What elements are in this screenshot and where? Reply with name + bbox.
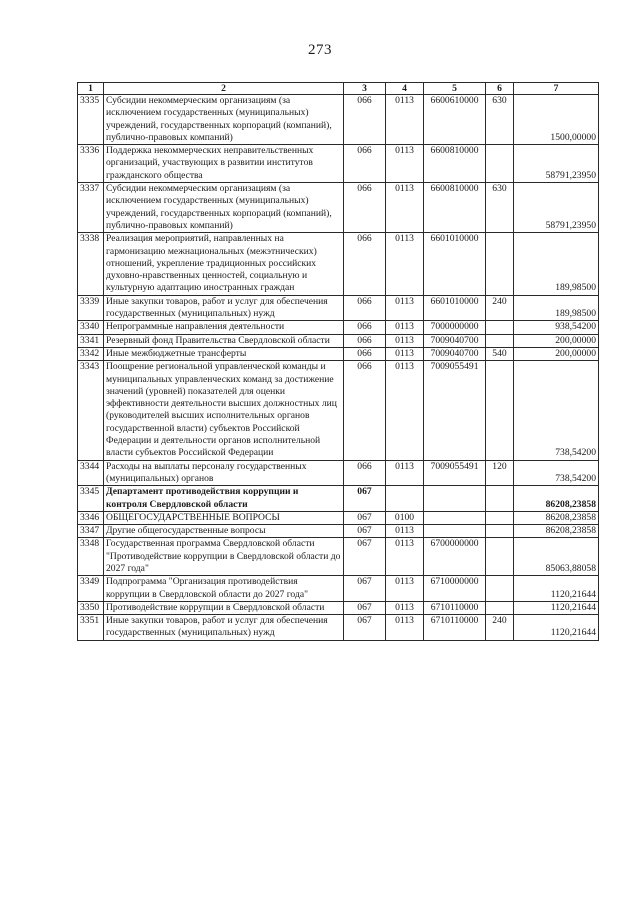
row-expense-type bbox=[486, 538, 514, 576]
row-target-code: 6600810000 bbox=[424, 183, 486, 233]
row-section-code bbox=[386, 486, 424, 512]
table-row bbox=[78, 525, 599, 538]
row-number: 3346 bbox=[78, 511, 104, 524]
row-amount: 1120,21644 bbox=[514, 601, 599, 614]
row-number: 3343 bbox=[78, 361, 104, 460]
column-header: 4 bbox=[386, 83, 424, 95]
row-section-code: 0113 bbox=[386, 525, 424, 538]
row-ministry-code: 067 bbox=[344, 538, 386, 576]
row-ministry-code: 066 bbox=[344, 233, 386, 295]
row-section-code: 0113 bbox=[386, 145, 424, 183]
row-number: 3338 bbox=[78, 233, 104, 295]
row-expense-type: 240 bbox=[486, 615, 514, 641]
row-expense-type: 540 bbox=[486, 347, 514, 360]
row-amount: 200,00000 bbox=[514, 347, 599, 360]
row-target-code bbox=[424, 486, 486, 512]
row-target-code: 7000000000 bbox=[424, 321, 486, 334]
row-ministry-code: 066 bbox=[344, 145, 386, 183]
row-ministry-code: 067 bbox=[344, 486, 386, 512]
row-number: 3339 bbox=[78, 295, 104, 321]
row-number: 3349 bbox=[78, 576, 104, 602]
row-amount: 1120,21644 bbox=[514, 576, 599, 602]
row-target-code: 6710000000 bbox=[424, 576, 486, 602]
row-amount: 86208,23858 bbox=[514, 511, 599, 524]
row-ministry-code: 066 bbox=[344, 321, 386, 334]
row-amount: 86208,23858 bbox=[514, 525, 599, 538]
row-ministry-code: 066 bbox=[344, 183, 386, 233]
row-section-code: 0113 bbox=[386, 334, 424, 347]
row-name: Расходы на выплаты персоналу государственных (муниципальных) органов bbox=[104, 460, 344, 486]
row-amount: 938,54200 bbox=[514, 321, 599, 334]
row-name: Поощрение региональной управленческой команды и муниципальных управленческих команд за достижение значений (уровней) показателей для оценки эффективности деятельности высших должностных лиц (руководителей высших исполнительных органов государственной власти) субъектов Российской Федерации и деятельности органов исполнительной власти субъектов Российской Федерации bbox=[104, 361, 344, 460]
row-expense-type bbox=[486, 361, 514, 460]
row-target-code: 7009040700 bbox=[424, 347, 486, 360]
row-ministry-code: 067 bbox=[344, 525, 386, 538]
row-amount: 58791,23950 bbox=[514, 145, 599, 183]
row-number: 3340 bbox=[78, 321, 104, 334]
row-expense-type bbox=[486, 321, 514, 334]
row-section-code: 0113 bbox=[386, 538, 424, 576]
row-expense-type: 630 bbox=[486, 183, 514, 233]
table-row bbox=[78, 576, 599, 602]
budget-table bbox=[77, 82, 599, 641]
row-section-code: 0113 bbox=[386, 601, 424, 614]
row-expense-type bbox=[486, 486, 514, 512]
table-row bbox=[78, 486, 599, 512]
row-section-code: 0113 bbox=[386, 576, 424, 602]
row-ministry-code: 067 bbox=[344, 576, 386, 602]
table-row bbox=[78, 361, 599, 460]
table-row bbox=[78, 233, 599, 295]
row-amount: 58791,23950 bbox=[514, 183, 599, 233]
table-row bbox=[78, 538, 599, 576]
row-section-code: 0113 bbox=[386, 233, 424, 295]
row-target-code: 6601010000 bbox=[424, 295, 486, 321]
table-row bbox=[78, 601, 599, 614]
row-name: Государственная программа Свердловской области "Противодействие коррупции в Свердловской области до 2027 года" bbox=[104, 538, 344, 576]
row-number: 3341 bbox=[78, 334, 104, 347]
column-header: 3 bbox=[344, 83, 386, 95]
row-amount: 1120,21644 bbox=[514, 615, 599, 641]
row-name: Субсидии некоммерческим организациям (за исключением государственных (муниципальных) учреждений, государственных корпораций (компаний), публично-правовых компаний) bbox=[104, 95, 344, 145]
row-number: 3335 bbox=[78, 95, 104, 145]
row-ministry-code: 067 bbox=[344, 601, 386, 614]
row-ministry-code: 066 bbox=[344, 95, 386, 145]
row-amount: 189,98500 bbox=[514, 295, 599, 321]
row-amount: 86208,23858 bbox=[514, 486, 599, 512]
row-section-code: 0113 bbox=[386, 361, 424, 460]
row-number: 3337 bbox=[78, 183, 104, 233]
row-target-code: 7009040700 bbox=[424, 334, 486, 347]
row-target-code bbox=[424, 511, 486, 524]
row-amount: 738,54200 bbox=[514, 361, 599, 460]
row-expense-type bbox=[486, 601, 514, 614]
column-header: 7 bbox=[514, 83, 599, 95]
row-number: 3345 bbox=[78, 486, 104, 512]
row-section-code: 0113 bbox=[386, 183, 424, 233]
row-section-code: 0113 bbox=[386, 615, 424, 641]
row-section-code: 0113 bbox=[386, 295, 424, 321]
column-header: 5 bbox=[424, 83, 486, 95]
row-name: Противодействие коррупции в Свердловской области bbox=[104, 601, 344, 614]
table-row bbox=[78, 321, 599, 334]
row-name: Иные закупки товаров, работ и услуг для обеспечения государственных (муниципальных) нужд bbox=[104, 295, 344, 321]
row-name: Иные закупки товаров, работ и услуг для обеспечения государственных (муниципальных) нужд bbox=[104, 615, 344, 641]
table-row bbox=[78, 334, 599, 347]
table-row bbox=[78, 511, 599, 524]
row-target-code: 7009055491 bbox=[424, 361, 486, 460]
row-name: Подпрограмма "Организация противодействия коррупции в Свердловской области до 2027 года" bbox=[104, 576, 344, 602]
row-ministry-code: 066 bbox=[344, 460, 386, 486]
row-target-code: 7009055491 bbox=[424, 460, 486, 486]
row-expense-type bbox=[486, 525, 514, 538]
row-section-code: 0113 bbox=[386, 347, 424, 360]
row-number: 3350 bbox=[78, 601, 104, 614]
row-expense-type bbox=[486, 511, 514, 524]
column-header: 2 bbox=[104, 83, 344, 95]
row-name: ОБЩЕГОСУДАРСТВЕННЫЕ ВОПРОСЫ bbox=[104, 511, 344, 524]
row-amount: 85063,88058 bbox=[514, 538, 599, 576]
table-row bbox=[78, 460, 599, 486]
row-name: Резервный фонд Правительства Свердловской области bbox=[104, 334, 344, 347]
row-ministry-code: 067 bbox=[344, 511, 386, 524]
row-expense-type bbox=[486, 145, 514, 183]
row-section-code: 0113 bbox=[386, 460, 424, 486]
row-ministry-code: 066 bbox=[344, 334, 386, 347]
row-name: Иные межбюджетные трансферты bbox=[104, 347, 344, 360]
row-target-code bbox=[424, 525, 486, 538]
row-amount: 189,98500 bbox=[514, 233, 599, 295]
row-ministry-code: 066 bbox=[344, 295, 386, 321]
row-number: 3351 bbox=[78, 615, 104, 641]
row-target-code: 6600610000 bbox=[424, 95, 486, 145]
table-row bbox=[78, 615, 599, 641]
row-number: 3344 bbox=[78, 460, 104, 486]
row-name: Непрограммные направления деятельности bbox=[104, 321, 344, 334]
row-expense-type bbox=[486, 334, 514, 347]
row-ministry-code: 066 bbox=[344, 347, 386, 360]
table-row bbox=[78, 183, 599, 233]
table-row bbox=[78, 295, 599, 321]
row-target-code: 6600810000 bbox=[424, 145, 486, 183]
table-row bbox=[78, 95, 599, 145]
row-target-code: 6601010000 bbox=[424, 233, 486, 295]
table-header-row bbox=[78, 83, 599, 95]
row-name: Другие общегосударственные вопросы bbox=[104, 525, 344, 538]
row-target-code: 6710110000 bbox=[424, 601, 486, 614]
page-number: 273 bbox=[308, 42, 332, 58]
row-expense-type: 240 bbox=[486, 295, 514, 321]
row-section-code: 0113 bbox=[386, 321, 424, 334]
column-header: 6 bbox=[486, 83, 514, 95]
row-name: Субсидии некоммерческим организациям (за исключением государственных (муниципальных) учреждений, государственных корпораций (компаний), публично-правовых компаний) bbox=[104, 183, 344, 233]
row-amount: 200,00000 bbox=[514, 334, 599, 347]
row-section-code: 0100 bbox=[386, 511, 424, 524]
row-target-code: 6710110000 bbox=[424, 615, 486, 641]
row-ministry-code: 067 bbox=[344, 615, 386, 641]
row-amount: 1500,00000 bbox=[514, 95, 599, 145]
row-number: 3347 bbox=[78, 525, 104, 538]
row-amount: 738,54200 bbox=[514, 460, 599, 486]
row-expense-type: 120 bbox=[486, 460, 514, 486]
row-number: 3348 bbox=[78, 538, 104, 576]
row-expense-type bbox=[486, 576, 514, 602]
table-row bbox=[78, 347, 599, 360]
row-number: 3342 bbox=[78, 347, 104, 360]
column-header: 1 bbox=[78, 83, 104, 95]
row-name: Поддержка некоммерческих неправительственных организаций, участвующих в развитии институтов гражданского общества bbox=[104, 145, 344, 183]
row-expense-type: 630 bbox=[486, 95, 514, 145]
row-ministry-code: 066 bbox=[344, 361, 386, 460]
row-name: Департамент противодействия коррупции и контроля Свердловской области bbox=[104, 486, 344, 512]
row-number: 3336 bbox=[78, 145, 104, 183]
row-name: Реализация мероприятий, направленных на гармонизацию межнациональных (межэтнических) отношений, укрепление традиционных российских духовно-нравственных ценностей, социальную и культурную адаптацию иностранных граждан bbox=[104, 233, 344, 295]
row-expense-type bbox=[486, 233, 514, 295]
row-target-code: 6700000000 bbox=[424, 538, 486, 576]
row-section-code: 0113 bbox=[386, 95, 424, 145]
table-row bbox=[78, 145, 599, 183]
